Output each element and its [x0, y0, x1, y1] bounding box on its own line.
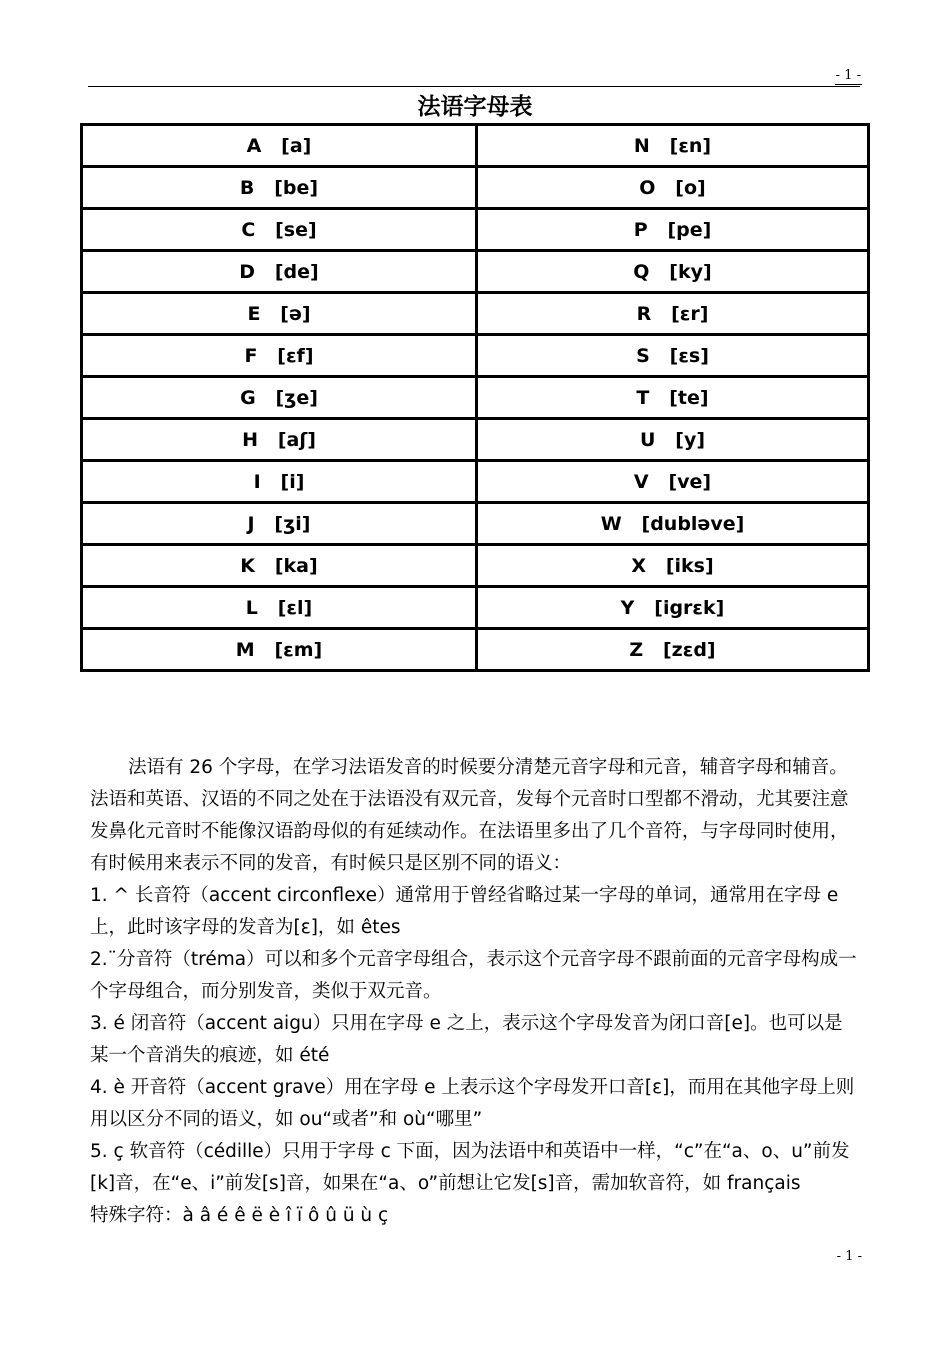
letter-cell: Y [igrεk] — [477, 587, 869, 629]
table-row — [82, 335, 869, 377]
letter-cell: V [ve] — [477, 461, 869, 503]
letter-cell: D [de] — [82, 251, 477, 293]
list-item-cedille: 5. ç 软音符（cédille）只用于字母 c 下面，因为法语中和英语中一样，“c”在“a、o、u”前发[k]音，在“e、i”前发[s]音，如果在“a、o”前想让它发[s]音，需加软音符，如 français — [90, 1141, 850, 1194]
letter-cell: B [be] — [82, 167, 477, 209]
letter-cell: L [εl] — [82, 587, 477, 629]
letter-cell: O [o] — [477, 167, 869, 209]
letter-cell: W [dubləve] — [477, 503, 869, 545]
page-number-bottom: - 1 - — [836, 1249, 862, 1264]
letter-cell: E [ə] — [82, 293, 477, 335]
alphabet-table — [80, 123, 870, 672]
letter-cell: H [aʃ] — [82, 419, 477, 461]
table-row — [82, 251, 869, 293]
letter-cell: N [εn] — [477, 125, 869, 167]
list-item-accent-aigu: 3. é 闭音符（accent aigu）只用在字母 e 之上，表示这个字母发音为闭口音[e]。也可以是某一个音消失的痕迹，如 été — [90, 1013, 843, 1066]
letter-cell: M [εm] — [82, 629, 477, 671]
table-row — [82, 545, 869, 587]
letter-cell: U [y] — [477, 419, 869, 461]
list-item-accent-grave: 4. è 开音符（accent grave）用在字母 e 上表示这个字母发开口音[ε]，而用在其他字母上则用以区分不同的语义，如 ou“或者”和 où“哪里” — [90, 1077, 855, 1130]
letter-cell: A [a] — [82, 125, 477, 167]
intro-paragraph: 法语有 26 个字母，在学习法语发音的时候要分清楚元音字母和元音，辅音字母和辅音。法语和英语、汉语的不同之处在于法语没有双元音，发每个元音时口型都不滑动，尤其要注意发鼻化元音时不能像汉语韵母似的有延续动作。在法语里多出了几个音符，与字母同时使用，有时候用来表示不同的发音，有时候只是区别不同的语义： — [90, 757, 849, 874]
table-row — [82, 461, 869, 503]
list-item-circumflex: 1. ^ 长音符（accent circonflexe）通常用于曾经省略过某一字母的单词，通常用在字母 e 上，此时该字母的发音为[ε]，如 êtes — [90, 885, 839, 938]
letter-cell: P [pe] — [477, 209, 869, 251]
header-rule — [88, 86, 860, 87]
letter-cell: S [εs] — [477, 335, 869, 377]
table-row — [82, 503, 869, 545]
letter-cell: F [εf] — [82, 335, 477, 377]
letter-cell: J [ʒi] — [82, 503, 477, 545]
letter-cell: X [iks] — [477, 545, 869, 587]
letter-cell: Z [zεd] — [477, 629, 869, 671]
list-item-trema: 2.¨分音符（tréma）可以和多个元音字母组合，表示这个元音字母不跟前面的元音字母构成一个字母组合，而分别发音，类似于双元音。 — [90, 949, 857, 1002]
page-number-top: - 1 - — [835, 68, 861, 83]
letter-cell: R [εr] — [477, 293, 869, 335]
letter-cell: I [i] — [82, 461, 477, 503]
page-title: 法语字母表 — [417, 94, 533, 120]
table-row — [82, 167, 869, 209]
table-row — [82, 377, 869, 419]
table-row — [82, 587, 869, 629]
body-text — [90, 752, 860, 1232]
letter-cell: T [te] — [477, 377, 869, 419]
letter-cell: Q [ky] — [477, 251, 869, 293]
table-row — [82, 293, 869, 335]
table-row — [82, 125, 869, 167]
table-row — [82, 419, 869, 461]
letter-cell: K [ka] — [82, 545, 477, 587]
special-characters: 特殊字符：à â é ê ë è î ï ô û ü ù ç — [90, 1205, 389, 1226]
table-row — [82, 209, 869, 251]
table-row — [82, 629, 869, 671]
letter-cell: C [se] — [82, 209, 477, 251]
letter-cell: G [ʒe] — [82, 377, 477, 419]
